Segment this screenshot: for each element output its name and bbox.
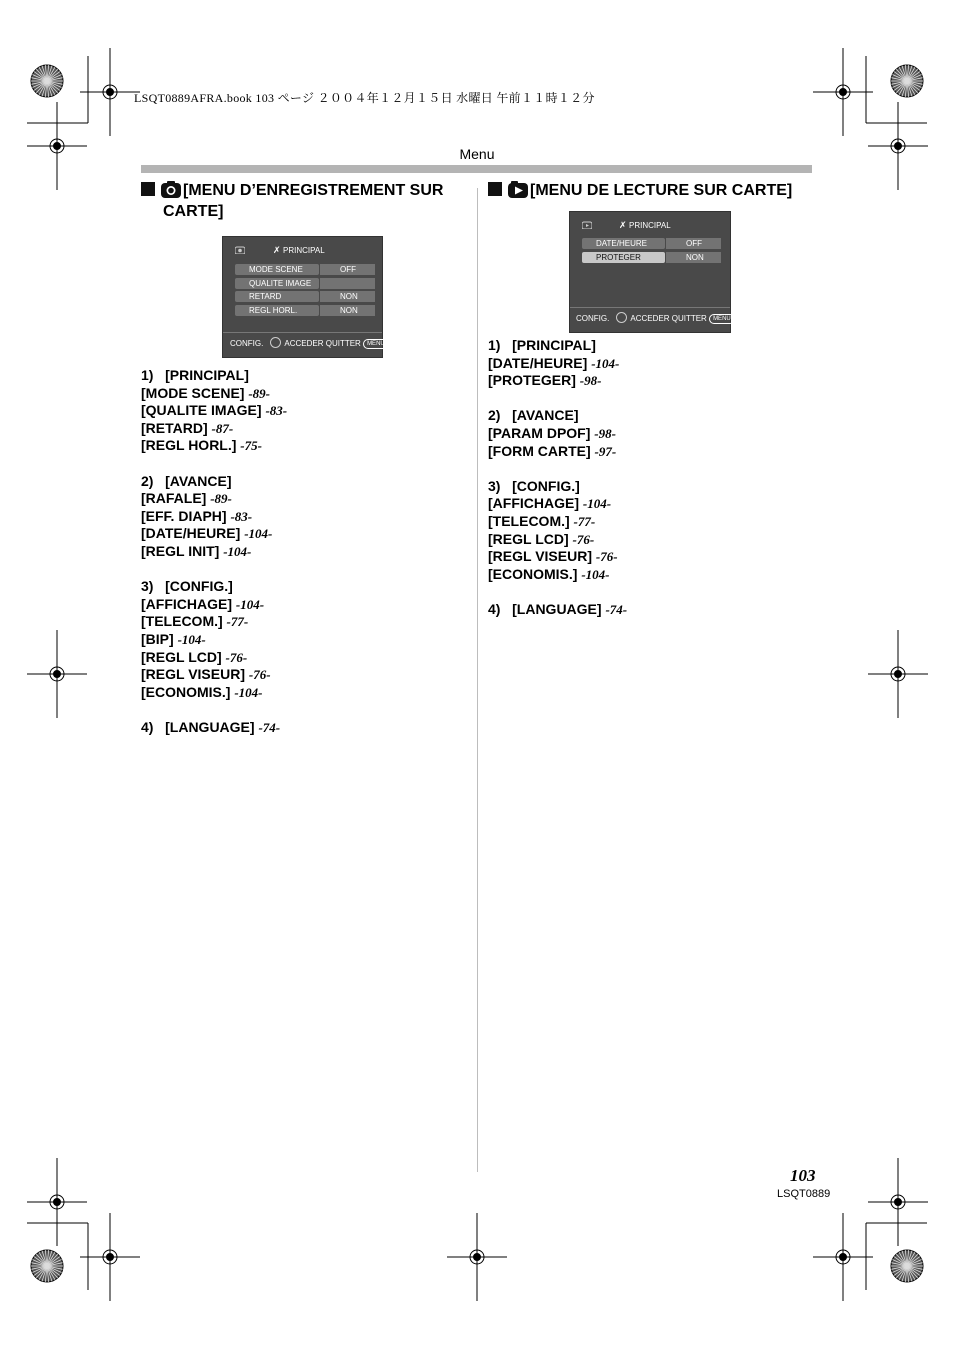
menu-entry: [141, 613, 287, 631]
camera-icon: [235, 246, 245, 256]
group-title-text: 2) [AVANCE]: [141, 472, 232, 489]
menu-entry-label: [REGL LCD]: [141, 648, 222, 665]
menu-entry: [488, 495, 627, 513]
menu-entry: [141, 402, 287, 420]
group-title-text: 2) [AVANCE]: [488, 407, 579, 424]
menu-entry-label: [AFFICHAGE]: [488, 495, 579, 512]
left-heading: [141, 181, 443, 221]
group-title: [488, 407, 627, 425]
page-reference: -76-: [225, 649, 248, 665]
menu-entry: [141, 631, 287, 649]
screen-title: PRINCIPAL: [629, 221, 671, 230]
screen-menu-item-value: NON: [320, 291, 375, 302]
page-reference: -74-: [605, 601, 628, 617]
menu-entry-label: [PARAM DPOF]: [488, 424, 591, 441]
menu-entry-label: [BIP]: [141, 630, 174, 647]
recording-menu-screen: [222, 236, 383, 358]
group-title-text: 1) [PRINCIPAL]: [488, 337, 596, 353]
screen-menu-item-label: RETARD: [249, 292, 282, 302]
group-title: [488, 478, 627, 496]
page-reference: -104-: [581, 566, 610, 582]
group-title-text: 1) [PRINCIPAL]: [141, 367, 249, 383]
screen-menu-item-label: PROTEGER: [596, 253, 641, 262]
menu-entry: [488, 355, 627, 373]
footer-quit: QUITTER: [671, 314, 707, 323]
group-title: [488, 337, 627, 355]
screen-top-bar: [570, 220, 730, 232]
menu-entry-label: [EFF. DIAPH]: [141, 507, 227, 524]
page-reference: -89-: [210, 491, 232, 507]
playback-icon: [508, 181, 528, 203]
screen-top-bar: [223, 245, 382, 257]
screen-footer: [223, 332, 385, 357]
column-divider: [477, 188, 478, 1172]
menu-entry: [141, 490, 287, 508]
screen-menu-item: [235, 305, 319, 316]
playback-menu-screen: [569, 211, 731, 333]
screen-menu-item-label: DATE/HEURE: [596, 239, 647, 248]
bullet-square-icon: [141, 182, 155, 196]
menu-entry: [141, 596, 287, 614]
page-reference: -76-: [248, 667, 271, 683]
joystick-icon: [270, 337, 281, 348]
footer-quit: QUITTER: [325, 339, 361, 348]
header-rule: [141, 165, 812, 173]
section-label: Menu: [459, 146, 495, 162]
person-icon: ✗: [273, 245, 281, 255]
menu-entry-label: [PROTEGER]: [488, 372, 576, 389]
group-title-text: 4) [LANGUAGE]: [141, 718, 255, 735]
page-reference: -75-: [240, 438, 262, 454]
menu-entry-label: [TELECOM.]: [488, 512, 570, 529]
group-title: [141, 367, 287, 385]
menu-entry: [488, 566, 627, 584]
screen-menu-item: [235, 291, 319, 302]
group-title-text: 4) [LANGUAGE]: [488, 600, 602, 617]
page-reference: -98-: [579, 373, 602, 389]
menu-entry: [141, 437, 287, 455]
footer-config: CONFIG.: [230, 339, 264, 348]
page-reference: -97-: [594, 443, 617, 459]
footer-access: ACCEDER: [630, 314, 670, 323]
playback-icon: [582, 221, 592, 231]
screen-title: PRINCIPAL: [283, 246, 325, 255]
bullet-square-icon: [488, 182, 502, 196]
menu-entry: [488, 425, 627, 443]
menu-entry: [141, 525, 287, 543]
page-reference: -104-: [177, 631, 206, 647]
menu-entry-label: [RAFALE]: [141, 490, 207, 507]
right-heading-text: [MENU DE LECTURE SUR CARTE]: [530, 182, 793, 199]
page-reference: -76-: [595, 549, 618, 565]
menu-entry: [141, 385, 287, 403]
screen-menu-item-label: QUALITE IMAGE: [249, 278, 312, 288]
page-reference: -104-: [582, 496, 612, 512]
screen-menu-item-value: NON: [320, 305, 375, 316]
menu-entry-label: [AFFICHAGE]: [141, 595, 232, 612]
group-title: [141, 578, 287, 596]
screen-menu-item-label: REGL HORL.: [249, 306, 298, 316]
footer-access: ACCEDER: [284, 339, 324, 348]
page-reference: -104-: [244, 526, 273, 542]
screen-menu-item-value: [320, 278, 375, 289]
group-title: [141, 719, 287, 737]
left-heading-line2: CARTE]: [163, 203, 224, 220]
group-title-text: 3) [CONFIG.]: [488, 477, 580, 494]
menu-entry-label: [REGL LCD]: [488, 530, 569, 547]
document-code: LSQT0889: [777, 1188, 831, 1200]
menu-entry-label: [ECONOMIS.]: [141, 683, 231, 700]
group-title: [488, 601, 627, 619]
menu-entry: [488, 531, 627, 549]
screen-menu-item-value: OFF: [666, 238, 721, 249]
screen-menu-item: [582, 238, 665, 249]
menu-badge: MENU: [363, 339, 389, 349]
page-reference: -104-: [591, 355, 620, 371]
menu-entry-label: [FORM CARTE]: [488, 442, 591, 459]
page-number: 103: [790, 1166, 816, 1185]
joystick-icon: [616, 312, 627, 323]
menu-entry: [141, 684, 287, 702]
menu-entry-label: [REGL HORL.]: [141, 437, 237, 454]
group-title: [141, 473, 287, 491]
menu-entry-label: [ECONOMIS.]: [488, 565, 578, 582]
page-reference: -104-: [234, 684, 263, 700]
menu-entry-label: [QUALITE IMAGE]: [141, 402, 262, 419]
menu-entry-label: [TELECOM.]: [141, 613, 223, 630]
menu-entry: [141, 420, 287, 438]
page-reference: -87-: [211, 420, 234, 436]
menu-entry-label: [MODE SCENE]: [141, 384, 245, 401]
print-header: LSQT0889AFRA.book 103 ページ ２００４年１２月１５日 水曜日 午前１１時１２分: [134, 91, 595, 105]
page-reference: -98-: [594, 425, 616, 441]
person-icon: ✗: [619, 220, 627, 230]
screen-menu-item: [582, 252, 665, 263]
menu-entry: [488, 443, 627, 461]
right-menu-list: [488, 337, 627, 619]
menu-entry-label: [DATE/HEURE]: [141, 525, 241, 542]
left-menu-list: [141, 367, 287, 736]
group-title-text: 3) [CONFIG.]: [141, 578, 233, 595]
screen-footer: [570, 307, 730, 332]
menu-entry-label: [REGL VISEUR]: [141, 666, 245, 683]
menu-entry: [141, 649, 287, 667]
menu-entry: [488, 548, 627, 566]
menu-entry: [141, 666, 287, 684]
menu-badge: MENU: [709, 314, 735, 324]
page-reference: -74-: [258, 719, 281, 735]
menu-entry: [488, 372, 627, 390]
screen-menu-item: [235, 278, 319, 289]
page-reference: -83-: [265, 403, 288, 419]
page-reference: -104-: [235, 596, 265, 612]
menu-entry: [141, 543, 287, 561]
right-heading: [488, 181, 792, 203]
screen-menu-item-value: NON: [666, 252, 721, 263]
screen-menu-item-label: MODE SCENE: [249, 265, 303, 274]
camera-icon: [161, 181, 181, 203]
menu-entry-label: [DATE/HEURE]: [488, 354, 588, 371]
page-reference: -104-: [223, 543, 252, 559]
screen-menu-item-value: OFF: [320, 264, 375, 275]
page-reference: -83-: [230, 508, 253, 524]
screen-menu-item: [235, 264, 319, 275]
menu-entry: [141, 508, 287, 526]
page-reference: -76-: [572, 531, 595, 547]
left-heading-line1: [MENU D’ENREGISTREMENT SUR: [183, 182, 444, 199]
page-reference: -77-: [226, 614, 249, 630]
page-reference: -89-: [248, 385, 271, 401]
menu-entry-label: [RETARD]: [141, 419, 208, 436]
menu-entry-label: [REGL INIT]: [141, 542, 220, 559]
footer-config: CONFIG.: [576, 314, 610, 323]
page-reference: -77-: [573, 513, 596, 529]
menu-entry: [488, 513, 627, 531]
menu-entry-label: [REGL VISEUR]: [488, 548, 592, 565]
